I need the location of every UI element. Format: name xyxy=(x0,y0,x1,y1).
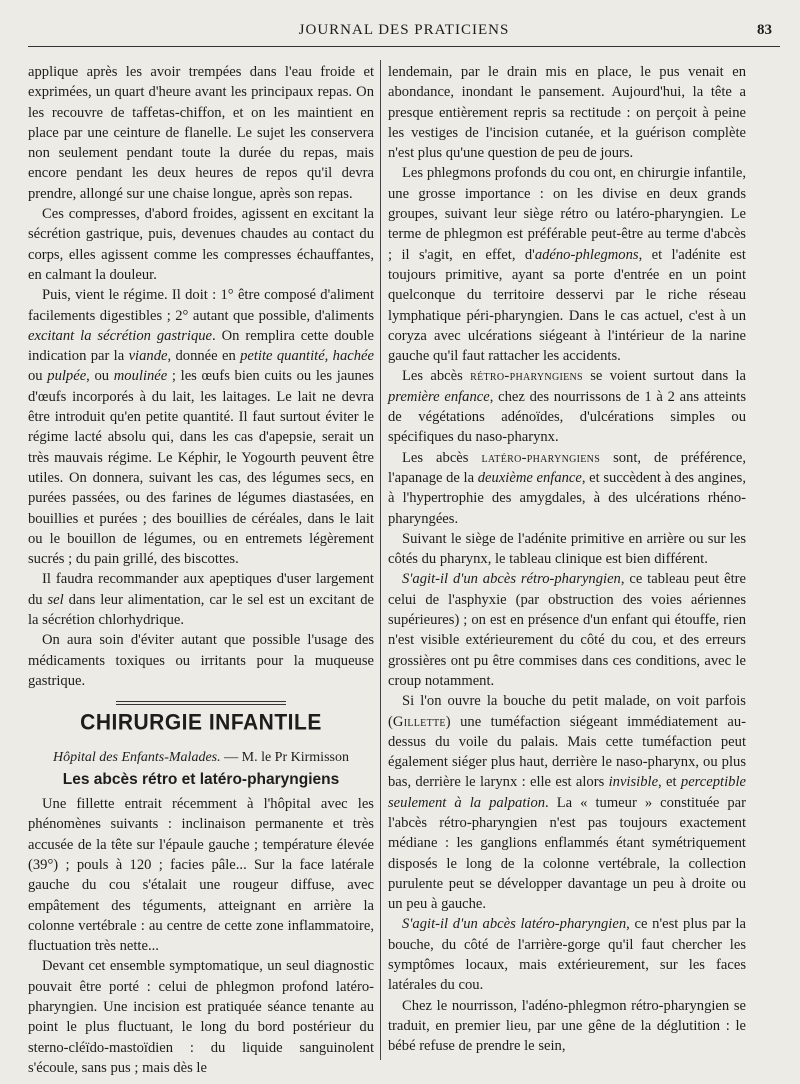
paragraph: Ces compresses, d'abord froides, agissent en excitant la sécrétion gastrique, puis, devenues chaudes au contact du corps, elles agissent comme les compresses échauffantes, en calmant la douleur. xyxy=(28,206,374,283)
paragraph: Si l'on ouvre la bouche du petit malade, on voit parfois (Gillette) une tuméfaction siégeant immédiatement au-dessus du voile du palais. Mais cette tuméfaction peut également siéger plus haut, derrière le naso-pharynx, ou plus bas, derrière le larynx : elle est alors invisible, et perceptible seulement à la palpation. La « tumeur » constituée par l'abcès rétro-pharyngien n'est pas toujours exactement médiane : les ganglions enflammés étant symétriquement disposés le long de la colonne vertébrale, la collection purulente peut se développer davantage un peu à droite ou un peu à gauche. xyxy=(388,693,746,913)
section-rule xyxy=(116,701,286,705)
paragraph: Il faudra recommander aux apeptiques d'user largement du sel dans leur alimentation, car le sel est un excitant de la sécrétion chlorhydrique. xyxy=(28,571,374,629)
paragraph: lendemain, par le drain mis en place, le pus venait en abondance, inondant le pansement. Aujourd'hui, la tête a presque entièrement repris sa rectitude : on perçoit à peine les vestiges de l'incision cutanée, et la guérison complète n'est plus qu'une question de peu de jours. xyxy=(388,64,746,162)
paragraph: On aura soin d'éviter autant que possible l'usage des médicaments toxiques ou irritants pour la muqueuse gastrique. xyxy=(28,632,374,689)
left-column xyxy=(28,62,374,1078)
article-title: Les abcès rétro et latéro-pharyngiens xyxy=(62,770,340,788)
paragraph: applique après les avoir trempées dans l'eau froide et exprimées, un quart d'heure avant les principaux repas. On les recouvre de taffetas-chiffon, et on les maintient en place par une ceinture de flanelle. Le sujet les conservera non seulement pendant toute la durée du repas, mais encore pendant les deux heures de repos qu'il devra prendre, allongé sur une chaise longue, après son repas. xyxy=(28,64,374,202)
paragraph: Devant cet ensemble symptomatique, un seul diagnostic pouvait être porté : celui de phlegmon profond latéro-pharyngien. Une incision est pratiquée séance tenante au point le plus fluctuant, le long du bord postérieur du sterno-cléïdo-mastoïdien : du liquide sanguinolent s'écoule, sans pus ; mais dès le xyxy=(28,958,374,1076)
paragraph: Suivant le siège de l'adénite primitive en arrière ou sur les côtés du pharynx, le tableau clinique est bien différent. xyxy=(388,530,746,568)
column-divider xyxy=(380,60,381,1060)
page-header xyxy=(28,22,780,47)
paragraph: Les abcès latéro-pharyngiens sont, de préférence, l'apanage de la deuxième enfance, et succèdent à des angines, à l'hypertrophie des amygdales, à des ulcérations rhéno-pharyngées. xyxy=(388,449,747,527)
right-column xyxy=(388,62,746,1057)
paragraph: Les abcès rétro-pharyngiens se voient surtout dans la première enfance, chez des nourrissons de 1 à 2 ans atteints de végétations adénoïdes, d'ulcérations simples ou spécifiques du naso-pharynx. xyxy=(388,368,747,446)
page-number: 83 xyxy=(757,22,772,38)
paragraph: Chez le nourrisson, l'adéno-phlegmon rétro-pharyngien se traduit, en premier lieu, par une gêne de la déglutition : le bébé refuse de prendre le sein, xyxy=(388,997,746,1055)
paragraph: Puis, vient le régime. Il doit : 1° être composé d'aliment facilements digestibles ; 2° autant que possible, d'aliments excitant la sécrétion gastrique. On remplira cette double indication par la viande, donnée en petite quantité, hachée ou pulpée, ou moulinée ; les œufs bien cuits ou les jaunes d'œufs incorporés à du lait, les laitages. Le lait ne devra être introduit qu'en petite quantité. Il faut surtout éviter le régime lacté absolu qui, dans les cas d'apepsie, serait un très mauvais régime. Le Képhir, le Yogourth peuvent être utiles. On donnera, suivant les cas, des légumes secs, en purées passées, ou des farines de légumes diastasées, en bouillies et purées ; des bouillies de céréales, dans le lait ou le bouillon de légumes, ou en entremets légèrement sucrés ; du pain grillé, des biscottes. xyxy=(28,287,375,568)
paragraph: Une fillette entrait récemment à l'hôpital avec les phénomènes suivants : inclinaison permanente et très accusée de la tête sur l'épaule gauche ; température élevée (39°) ; pouls à 120 ; facies pâle... Sur la face latérale gauche du cou s'étalait une rougeur diffuse, avec empâtement des téguments, atteignant en arrière la colonne vertébrale : au centre de cette zone inflammatoire, fluctuation très nette... xyxy=(28,796,374,955)
paragraph: S'agit-il d'un abcès latéro-pharyngien, ce n'est plus par la bouche, du côté de l'arrière-gorge qu'il faut chercher les symptômes locaux, mais extérieurement, sur les faces latérales du cou. xyxy=(388,916,746,994)
running-title: JOURNAL DES PRATICIENS xyxy=(298,22,510,38)
paragraph: S'agit-il d'un abcès rétro-pharyngien, ce tableau peut être celui de l'asphyxie (par obstruction des voies aériennes supérieures) ; on est en présence d'un enfant qui étouffe, rien n'est visible extérieurement du côté du cou, et des erreurs grossières ont pu être commises dans ces conditions, avec le croup notamment. xyxy=(388,571,746,689)
section-title: CHIRURGIE INFANTILE xyxy=(80,710,322,735)
paragraph: Les phlegmons profonds du cou ont, en chirurgie infantile, une grosse importance : on les divise en deux grands groupes, suivant leur siège rétro ou latéro-pharyngien. Le terme de phlegmon est préférable peut-être au terme d'abcès ; il s'agit, en effet, d'adéno-phlegmons, et l'adénite est toujours primitive, ayant sa porte d'entrée en un point quelconque du territoire desservi par le riche réseau lymphatique péri-pharyngien. Dans le cas actuel, c'est à un coryza avec ulcérations siégeant à l'intérieur de la narine gauche qu'il faut rattacher les accidents. xyxy=(388,165,746,365)
article-byline: Hôpital des Enfants-Malades. — M. le Pr Kirmisson xyxy=(53,749,349,765)
